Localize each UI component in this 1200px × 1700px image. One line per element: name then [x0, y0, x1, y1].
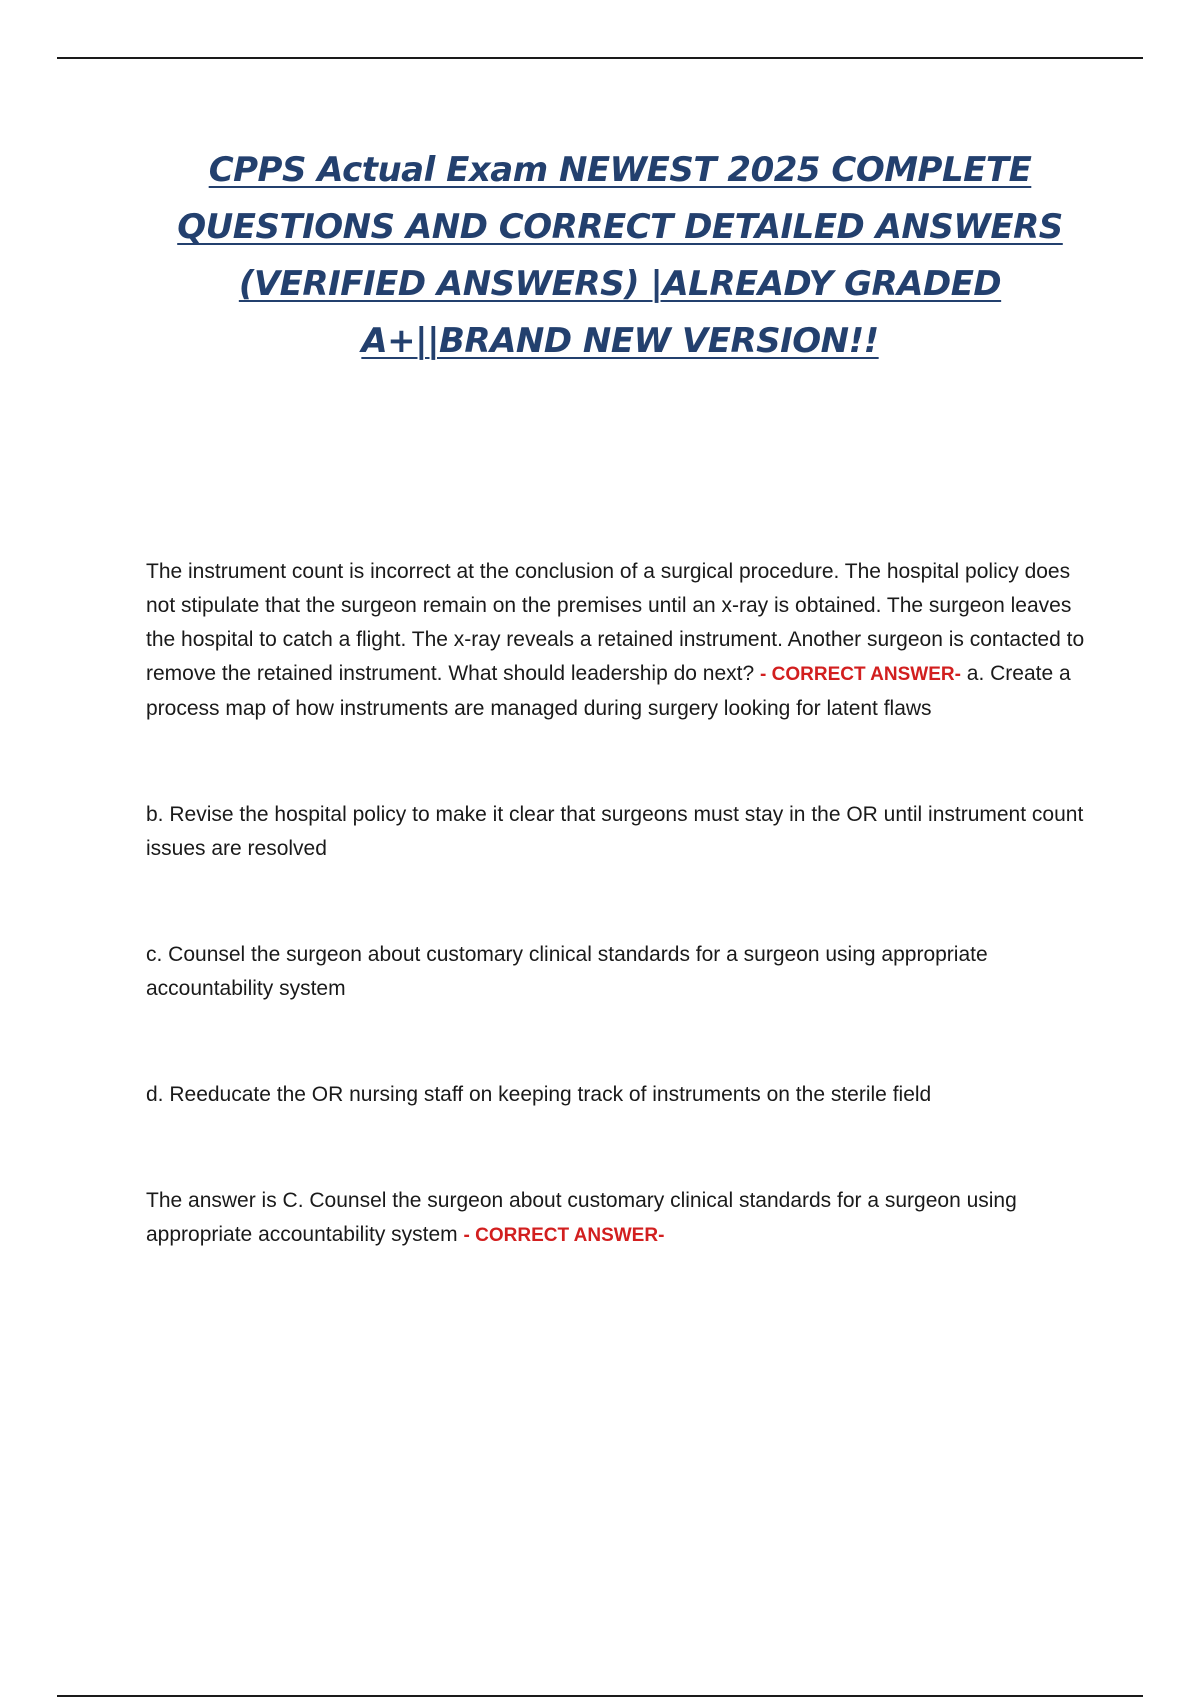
top-rule: [57, 57, 1143, 59]
question-text: The instrument count is incorrect at the conclusion of a surgical procedure. The hospital policy does not stipulate that the surgeon remain on the premises until an x-ray is obtained. The surgeon leaves the hospital to catch a flight. The x-ray reveals a retained instrument. Another surgeon is contacted to remove the retained instrument. What should leadership do next?: [146, 560, 1085, 685]
answer-marker: - CORRECT ANSWER-: [463, 1225, 665, 1246]
question-paragraph: [146, 555, 1096, 726]
answer-paragraph: [146, 1184, 1096, 1253]
document-title: CPPS Actual Exam NEWEST 2025 COMPLETE QUESTIONS AND CORRECT DETAILED ANSWERS (VERIFIED ANSWERS) |ALREADY GRADED A+||BRAND NEW VERSION!!: [177, 150, 1063, 361]
option-b: b. Revise the hospital policy to make it clear that surgeons must stay in the OR until instrument count issues are resolved: [146, 803, 1084, 860]
question-block: [146, 555, 1096, 1253]
option-c: c. Counsel the surgeon about customary clinical standards for a surgeon using appropriate accountability system: [146, 943, 988, 1000]
option-d: d. Reeducate the OR nursing staff on keeping track of instruments on the sterile field: [146, 1083, 932, 1106]
option-a: a. Create a process map of how instruments are managed during surgery looking for latent flaws: [146, 662, 1071, 720]
answer-text: The answer is C. Counsel the surgeon about customary clinical standards for a surgeon using appropriate accountability system: [146, 1189, 1017, 1246]
correct-answer-marker: - CORRECT ANSWER-: [760, 664, 961, 685]
bottom-rule: [57, 1695, 1143, 1697]
